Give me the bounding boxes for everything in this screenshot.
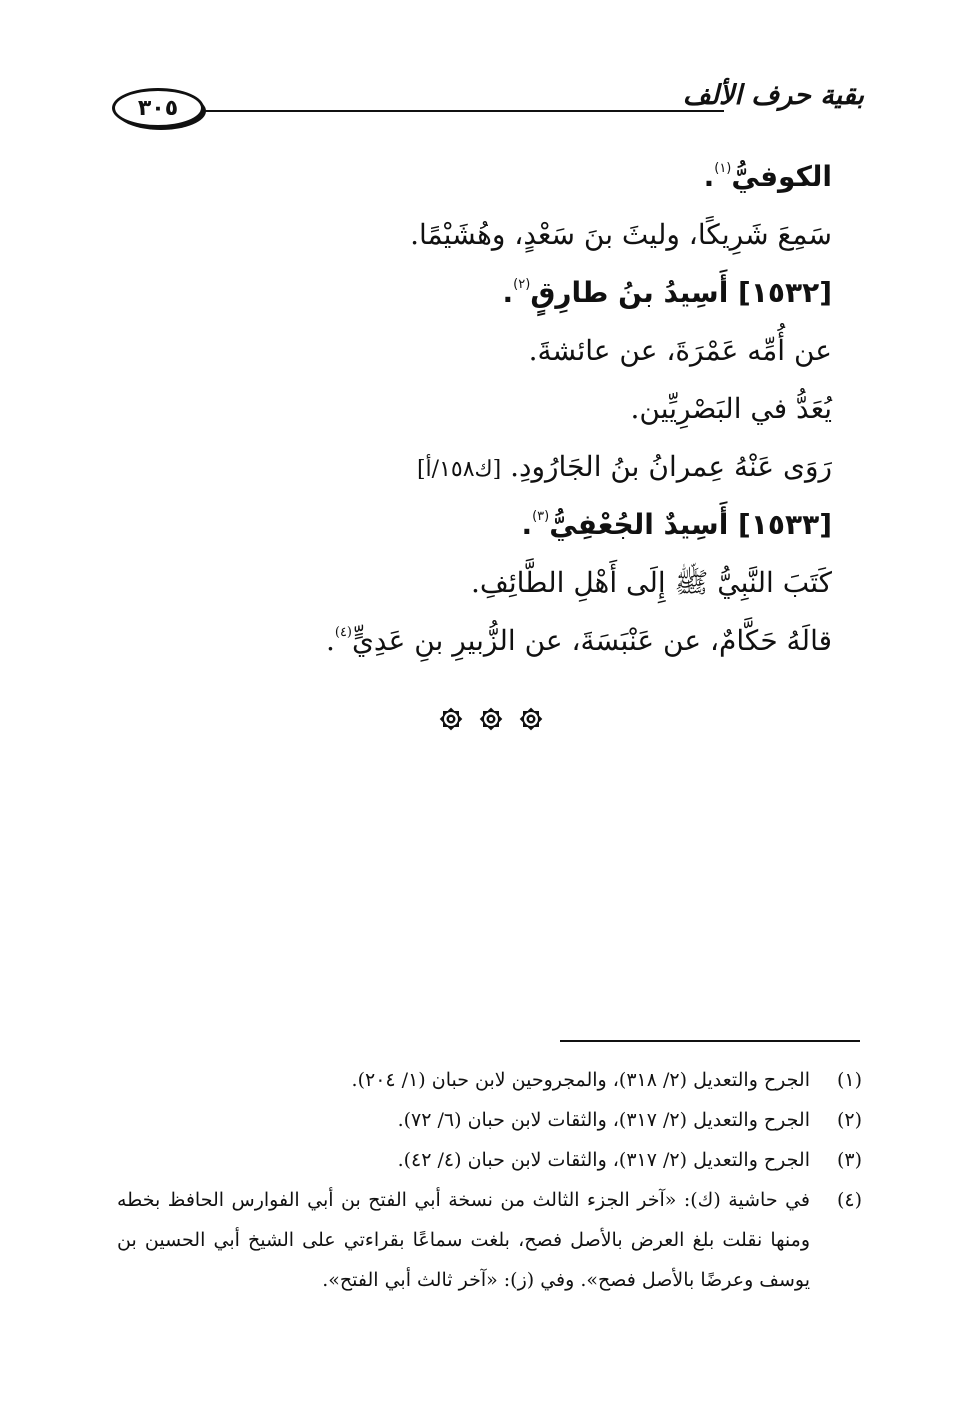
section-ornaments xyxy=(436,704,546,740)
page-number-badge xyxy=(112,88,204,128)
text-line-6: رَوَى عَنْهُ عِمرانُ بنُ الجَارُودِ. [ك١٥٨/أ] xyxy=(416,450,832,483)
star-ornament-icon xyxy=(476,704,506,734)
text-line-2: سَمِعَ شَرِيكًا، وليثَ بنَ سَعْدٍ، وهُشَيْمًا. xyxy=(410,218,832,251)
text-line-5: يُعَدُّ في البَصْرِيِّين. xyxy=(630,392,832,425)
running-title: بقية حرف الألف xyxy=(682,80,864,111)
manuscript-ref: [ك١٥٨/أ] xyxy=(416,457,502,482)
footnote-marker: (١) xyxy=(714,161,732,176)
footnote-text-line: يوسف وعرضًا بالأصل فصح». وفي (ز): «آخر ثالث أبي الفتح». xyxy=(322,1269,810,1291)
text-line-4: عن أُمِّه عَمْرَةَ، عن عائشةَ. xyxy=(528,334,832,367)
entry-heading-1533: [١٥٣٣] أَسِيدٌ الجُعْفِيُّ$^{(٣)}$. xyxy=(521,508,832,541)
footnote-separator xyxy=(560,1040,860,1042)
footnote-number: (٢) xyxy=(836,1109,862,1131)
footnote-text-line: ومنها نقلت بلغ العرض بالأصل فصح، بلغت سماعًا بقراءتي على الشيخ أبي الحسين بن xyxy=(117,1229,810,1251)
footnote-text-line: في حاشية (ك): «آخر الجزء الثالث من نسخة أبي الفتح بن أبي الفوارس الحافظ بخطه xyxy=(117,1189,810,1211)
header-rule xyxy=(204,110,724,112)
footnote-number: (١) xyxy=(836,1069,862,1091)
main-text xyxy=(132,148,832,670)
page-number: ٣٠٥ xyxy=(137,95,179,121)
footnote-4 xyxy=(117,1180,862,1300)
footnote-2 xyxy=(117,1100,862,1140)
footnote-3 xyxy=(117,1140,862,1180)
page-header xyxy=(112,80,864,136)
footnote-text: الجرح والتعديل (٢/ ٣١٨)، والمجروحين لابن حبان (١/ ٢٠٤). xyxy=(351,1069,810,1091)
star-ornament-icon xyxy=(516,704,546,734)
footnote-text: الجرح والتعديل (٢/ ٣١٧)، والثقات لابن حبان (٤/ ٤٢). xyxy=(397,1149,810,1171)
footnote-number: (٤) xyxy=(836,1189,862,1211)
text-line-8: كَتَبَ النَّبِيُّ ﷺ إِلَى أَهْلِ الطَّائِفِ. xyxy=(470,566,832,599)
footnotes xyxy=(117,1060,862,1300)
footnote-number: (٣) xyxy=(836,1149,862,1171)
footnote-1 xyxy=(117,1060,862,1100)
footnote-marker: (٣) xyxy=(532,509,550,524)
footnote-marker: (٢) xyxy=(513,277,531,292)
text-line-1: الكوفيُّ$^{(١)}$. xyxy=(703,160,832,193)
entry-heading-1532: [١٥٣٢] أَسِيدُ بنُ طارِقٍ$^{(٢)}$. xyxy=(502,276,832,309)
footnote-marker: (٤) xyxy=(334,625,352,640)
star-ornament-icon xyxy=(436,704,466,734)
text-line-9: قالَهُ حَكَّامٌ، عن عَنْبَسَةَ، عن الزُّبيرِ بنِ عَدِيٍّ$^{(٤)}$. xyxy=(325,624,832,657)
footnote-text: الجرح والتعديل (٢/ ٣١٧)، والثقات لابن حبان (٦/ ٧٢). xyxy=(397,1109,810,1131)
